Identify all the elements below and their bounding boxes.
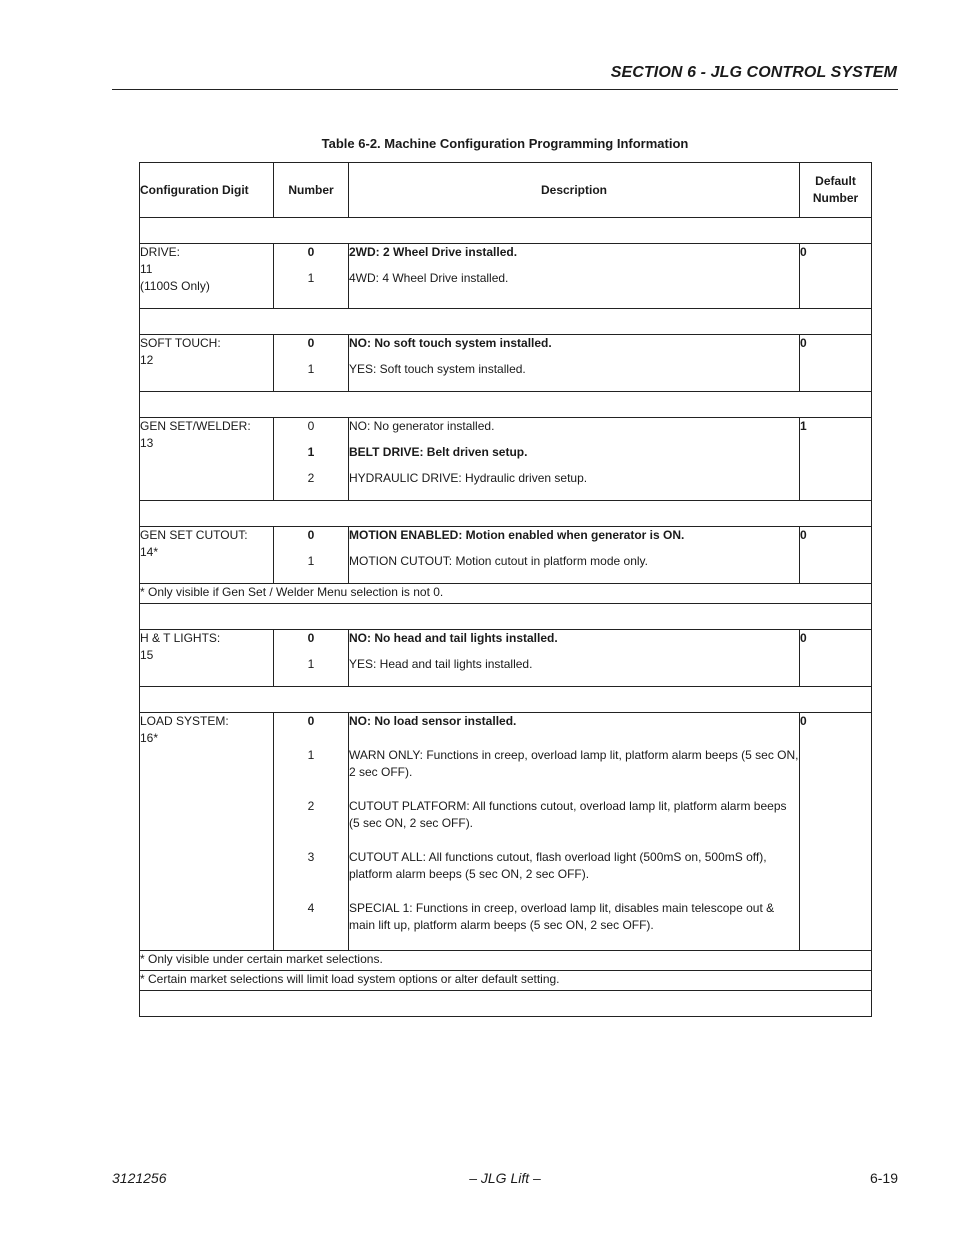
config-digit: 14* <box>140 545 159 559</box>
table-row-h-t-lights <box>140 630 872 687</box>
option-description: 2WD: 2 Wheel Drive installed. <box>349 245 518 259</box>
table-row-drive <box>140 244 872 309</box>
option-number: 0 <box>307 714 315 728</box>
option-description: CUTOUT PLATFORM: All functions cutout, overload lamp lit, platform alarm beeps (5 sec ON, 2 sec OFF). <box>349 799 787 830</box>
number-cell-gen-set-welder <box>274 418 349 501</box>
default-cell-load-system: 0 <box>800 713 872 951</box>
table-row-soft-touch <box>140 335 872 392</box>
config-digit: 11 <box>140 262 153 276</box>
note-gen-set-cutout: * Only visible if Gen Set / Welder Menu selection is not 0. <box>140 584 872 604</box>
config-digit: 15 <box>140 648 154 662</box>
option-description: SPECIAL 1: Functions in creep, overload lamp lit, disables main telescope out & main lift up, platform alarm beeps (5 sec ON, 2 sec OFF). <box>349 901 775 932</box>
option-number: 0 <box>307 336 315 350</box>
option-description: HYDRAULIC DRIVE: Hydraulic driven setup. <box>349 471 588 485</box>
default-cell-soft-touch: 0 <box>800 335 872 392</box>
number-cell-h-t-lights <box>274 630 349 687</box>
header-config-digit: Configuration Digit <box>140 163 274 218</box>
option-description: BELT DRIVE: Belt driven setup. <box>349 445 528 459</box>
default-cell-gen-set-cutout: 0 <box>800 527 872 584</box>
option-description: MOTION ENABLED: Motion enabled when generator is ON. <box>349 528 685 542</box>
option-number: 2 <box>307 799 315 813</box>
spacer-row <box>140 604 872 630</box>
description-cell-soft-touch <box>349 335 800 392</box>
option-description: CUTOUT ALL: All functions cutout, flash overload light (500mS on, 500mS off), platform alarm beeps (5 sec ON, 2 sec OFF). <box>349 850 767 881</box>
spacer-row <box>140 687 872 713</box>
option-description: WARN ONLY: Functions in creep, overload lamp lit, platform alarm beeps (5 sec ON, 2 sec OFF). <box>349 748 799 779</box>
config-label: GEN SET/WELDER: <box>140 419 251 433</box>
header-description: Description <box>349 163 800 218</box>
option-description: MOTION CUTOUT: Motion cutout in platform mode only. <box>349 554 648 568</box>
option-description: NO: No load sensor installed. <box>349 714 517 728</box>
footer-brand: – JLG Lift – <box>469 1170 541 1186</box>
description-cell-drive <box>349 244 800 309</box>
document-number: 3121256 <box>112 1170 167 1186</box>
config-label: DRIVE: <box>140 245 181 259</box>
option-number: 1 <box>307 445 315 459</box>
option-number: 1 <box>307 362 315 376</box>
page-number: 6-19 <box>869 1170 898 1186</box>
config-digit: 12 <box>140 353 154 367</box>
option-number: 0 <box>307 528 315 542</box>
option-number: 1 <box>307 271 315 285</box>
option-number: 4 <box>307 901 315 915</box>
config-label: H & T LIGHTS: <box>140 631 221 645</box>
table-row-load-system <box>140 713 872 951</box>
note-load-system-2: * Certain market selections will limit load system options or alter default setting. <box>140 971 872 991</box>
option-description: NO: No generator installed. <box>349 419 495 433</box>
config-digit: 13 <box>140 436 154 450</box>
table-row-gen-set-welder <box>140 418 872 501</box>
note-row <box>140 584 872 604</box>
description-cell-gen-set-welder <box>349 418 800 501</box>
header-default-line2: Number <box>812 191 859 205</box>
header-number: Number <box>274 163 349 218</box>
config-label: LOAD SYSTEM: <box>140 714 229 728</box>
config-digit: 16* <box>140 731 159 745</box>
config-cell-h-t-lights <box>140 630 274 687</box>
option-number: 2 <box>307 471 315 485</box>
note-row <box>140 951 872 971</box>
config-label: GEN SET CUTOUT: <box>140 528 248 542</box>
spacer-row <box>140 218 872 244</box>
description-cell-load-system <box>349 713 800 951</box>
option-description: NO: No soft touch system installed. <box>349 336 552 350</box>
option-description: YES: Head and tail lights installed. <box>349 657 533 671</box>
config-note: (1100S Only) <box>140 279 210 293</box>
header-rule <box>112 89 898 90</box>
spacer-row <box>140 309 872 335</box>
option-description: 4WD: 4 Wheel Drive installed. <box>349 271 509 285</box>
config-cell-drive <box>140 244 274 309</box>
option-number: 0 <box>307 245 315 259</box>
config-cell-load-system <box>140 713 274 951</box>
default-cell-h-t-lights: 0 <box>800 630 872 687</box>
number-cell-gen-set-cutout <box>274 527 349 584</box>
header-default-number <box>800 163 872 218</box>
option-number: 3 <box>307 850 315 864</box>
note-row <box>140 971 872 991</box>
spacer-row <box>140 991 872 1017</box>
option-description: NO: No head and tail lights installed. <box>349 631 558 645</box>
default-cell-gen-set-welder: 1 <box>800 418 872 501</box>
option-number: 0 <box>307 631 315 645</box>
option-number: 0 <box>307 419 315 433</box>
spacer-row <box>140 501 872 527</box>
number-cell-soft-touch <box>274 335 349 392</box>
table-row-gen-set-cutout <box>140 527 872 584</box>
config-cell-gen-set-welder <box>140 418 274 501</box>
number-cell-drive <box>274 244 349 309</box>
configuration-table <box>139 162 872 1017</box>
config-cell-gen-set-cutout <box>140 527 274 584</box>
section-title: SECTION 6 - JLG CONTROL SYSTEM <box>610 64 897 81</box>
table-header-row <box>140 163 872 218</box>
number-cell-load-system <box>274 713 349 951</box>
note-load-system-1: * Only visible under certain market selections. <box>140 951 872 971</box>
option-number: 1 <box>307 554 315 568</box>
option-description: YES: Soft touch system installed. <box>349 362 526 376</box>
config-label: SOFT TOUCH: <box>140 336 221 350</box>
option-number: 1 <box>307 657 315 671</box>
table-title: Table 6-2. Machine Configuration Programming Information <box>321 136 689 151</box>
option-number: 1 <box>307 748 315 762</box>
header-default-line1: Default <box>815 174 856 188</box>
description-cell-h-t-lights <box>349 630 800 687</box>
config-cell-soft-touch <box>140 335 274 392</box>
description-cell-gen-set-cutout <box>349 527 800 584</box>
default-cell-drive: 0 <box>800 244 872 309</box>
spacer-row <box>140 392 872 418</box>
